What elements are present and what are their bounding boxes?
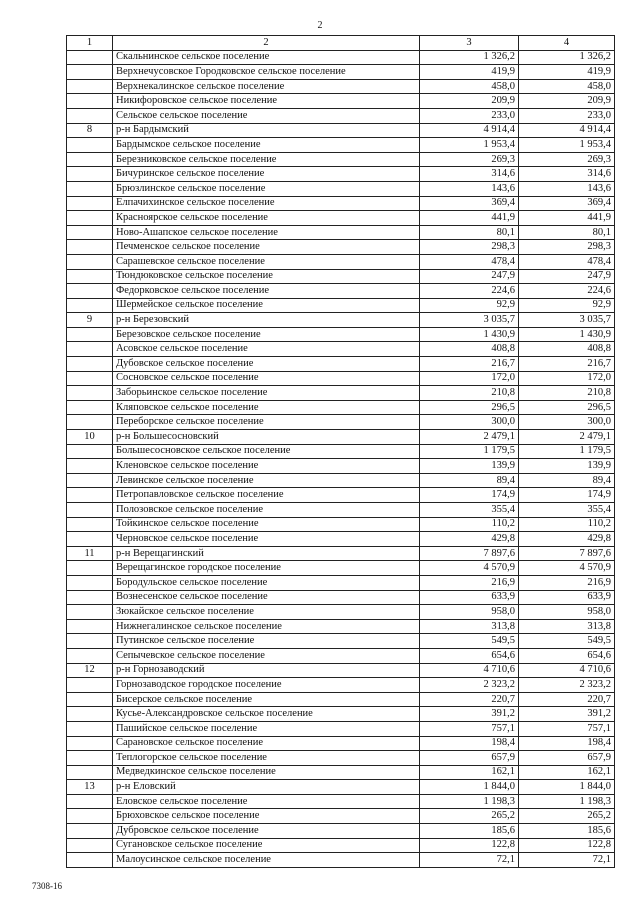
- value-col-3: 198,4: [420, 736, 519, 751]
- settlement-name: Кленовское сельское поселение: [113, 459, 420, 474]
- value-col-4: 296,5: [519, 400, 615, 415]
- value-col-3: 233,0: [420, 108, 519, 123]
- settlement-name: Березовское сельское поселение: [113, 327, 420, 342]
- value-col-3: 429,8: [420, 532, 519, 547]
- row-number: [67, 225, 113, 240]
- value-col-4: 233,0: [519, 108, 615, 123]
- table-row: [67, 94, 615, 109]
- value-col-3: 355,4: [420, 503, 519, 518]
- value-col-4: 458,0: [519, 79, 615, 94]
- value-col-4: 441,9: [519, 211, 615, 226]
- settlement-name: Кусье-Александровское сельское поселение: [113, 707, 420, 722]
- row-number: [67, 809, 113, 824]
- value-col-4: 2 479,1: [519, 430, 615, 445]
- value-col-3: 1 198,3: [420, 794, 519, 809]
- row-number: [67, 692, 113, 707]
- table-header-row: [67, 36, 615, 51]
- settlement-name: Петропавловское сельское поселение: [113, 488, 420, 503]
- settlement-name: Брюховское сельское поселение: [113, 809, 420, 824]
- value-col-3: 314,6: [420, 167, 519, 182]
- table-row: [67, 736, 615, 751]
- value-col-3: 89,4: [420, 473, 519, 488]
- row-number: [67, 211, 113, 226]
- value-col-3: 209,9: [420, 94, 519, 109]
- value-col-4: 4 914,4: [519, 123, 615, 138]
- value-col-3: 478,4: [420, 254, 519, 269]
- settlement-name: Зюкайское сельское поселение: [113, 605, 420, 620]
- value-col-3: 657,9: [420, 751, 519, 766]
- value-col-4: 313,8: [519, 619, 615, 634]
- row-number: [67, 532, 113, 547]
- settlement-name: Пашийское сельское поселение: [113, 721, 420, 736]
- table-row: [67, 240, 615, 255]
- value-col-3: 391,2: [420, 707, 519, 722]
- table-row: [67, 721, 615, 736]
- row-number: [67, 94, 113, 109]
- settlement-name: р-н Большесосновский: [113, 430, 420, 445]
- value-col-4: 355,4: [519, 503, 615, 518]
- row-number: [67, 357, 113, 372]
- table-row: [67, 765, 615, 780]
- value-col-3: 4 914,4: [420, 123, 519, 138]
- table-row: [67, 605, 615, 620]
- row-number: [67, 79, 113, 94]
- header-col-value-1: 3: [420, 36, 519, 51]
- settlement-name: Елпачихинское сельское поселение: [113, 196, 420, 211]
- table-row: [67, 648, 615, 663]
- row-number: [67, 386, 113, 401]
- page-number: 2: [317, 20, 323, 31]
- table-row: [67, 590, 615, 605]
- value-col-4: 300,0: [519, 415, 615, 430]
- value-col-3: 122,8: [420, 838, 519, 853]
- settlement-name: Сугановское сельское поселение: [113, 838, 420, 853]
- settlement-name: Никифоровское сельское поселение: [113, 94, 420, 109]
- settlement-name: Сосновское сельское поселение: [113, 371, 420, 386]
- settlement-name: Заборьинское сельское поселение: [113, 386, 420, 401]
- table-row: [67, 357, 615, 372]
- value-col-4: 4 710,6: [519, 663, 615, 678]
- table-row: [67, 751, 615, 766]
- settlement-name: р-н Горнозаводский: [113, 663, 420, 678]
- value-col-3: 80,1: [420, 225, 519, 240]
- value-col-4: 174,9: [519, 488, 615, 503]
- table-row: [67, 65, 615, 80]
- row-number: [67, 196, 113, 211]
- settlement-name: Шермейское сельское поселение: [113, 298, 420, 313]
- value-col-4: 757,1: [519, 721, 615, 736]
- settlement-name: Сарановское сельское поселение: [113, 736, 420, 751]
- value-col-3: 265,2: [420, 809, 519, 824]
- value-col-4: 1 844,0: [519, 780, 615, 795]
- value-col-4: 3 035,7: [519, 313, 615, 328]
- value-col-3: 4 710,6: [420, 663, 519, 678]
- table-row: [67, 546, 615, 561]
- row-number: 12: [67, 663, 113, 678]
- value-col-4: 633,9: [519, 590, 615, 605]
- value-col-4: 654,6: [519, 648, 615, 663]
- value-col-3: 2 323,2: [420, 678, 519, 693]
- settlement-name: Дубровское сельское поселение: [113, 824, 420, 839]
- row-number: [67, 459, 113, 474]
- value-col-4: 247,9: [519, 269, 615, 284]
- row-number: [67, 400, 113, 415]
- row-number: [67, 707, 113, 722]
- value-col-3: 369,4: [420, 196, 519, 211]
- value-col-3: 958,0: [420, 605, 519, 620]
- row-number: [67, 765, 113, 780]
- row-number: [67, 678, 113, 693]
- settlement-name: Путинское сельское поселение: [113, 634, 420, 649]
- table-row: [67, 634, 615, 649]
- table-row: [67, 430, 615, 445]
- table-row: [67, 211, 615, 226]
- table-row: [67, 196, 615, 211]
- row-number: [67, 473, 113, 488]
- value-col-4: 122,8: [519, 838, 615, 853]
- row-number: [67, 444, 113, 459]
- table-row: [67, 838, 615, 853]
- settlement-name: Черновское сельское поселение: [113, 532, 420, 547]
- settlement-name: Сарашевское сельское поселение: [113, 254, 420, 269]
- value-col-3: 1 430,9: [420, 327, 519, 342]
- settlement-name: Большесосновское сельское поселение: [113, 444, 420, 459]
- settlement-name: Сельское сельское поселение: [113, 108, 420, 123]
- table-row: [67, 108, 615, 123]
- table-row: [67, 473, 615, 488]
- row-number: [67, 648, 113, 663]
- settlement-name: Верхнечусовское Городковское сельское поселение: [113, 65, 420, 80]
- row-number: [67, 50, 113, 65]
- value-col-3: 143,6: [420, 181, 519, 196]
- row-number: [67, 371, 113, 386]
- value-col-3: 216,9: [420, 575, 519, 590]
- value-col-4: 419,9: [519, 65, 615, 80]
- table-row: [67, 459, 615, 474]
- settlement-name: Теплогорское сельское поселение: [113, 751, 420, 766]
- row-number: [67, 342, 113, 357]
- row-number: [67, 619, 113, 634]
- table-row: [67, 415, 615, 430]
- value-col-4: 1 179,5: [519, 444, 615, 459]
- settlement-name: Еловское сельское поселение: [113, 794, 420, 809]
- table-row: [67, 313, 615, 328]
- table-row: [67, 794, 615, 809]
- value-col-4: 139,9: [519, 459, 615, 474]
- table-row: [67, 780, 615, 795]
- budget-table: [66, 35, 615, 868]
- value-col-4: 429,8: [519, 532, 615, 547]
- row-number: [67, 721, 113, 736]
- value-col-3: 633,9: [420, 590, 519, 605]
- settlement-name: Полозовское сельское поселение: [113, 503, 420, 518]
- value-col-3: 172,0: [420, 371, 519, 386]
- value-col-3: 220,7: [420, 692, 519, 707]
- row-number: 8: [67, 123, 113, 138]
- settlement-name: Малоусинское сельское поселение: [113, 853, 420, 868]
- table-row: [67, 181, 615, 196]
- value-col-4: 4 570,9: [519, 561, 615, 576]
- settlement-name: Бардымское сельское поселение: [113, 138, 420, 153]
- row-number: [67, 181, 113, 196]
- value-col-3: 654,6: [420, 648, 519, 663]
- document-code: 7308-16: [32, 881, 62, 891]
- table-row: [67, 503, 615, 518]
- row-number: [67, 415, 113, 430]
- table-row: [67, 386, 615, 401]
- value-col-3: 313,8: [420, 619, 519, 634]
- settlement-name: Тойкинское сельское поселение: [113, 517, 420, 532]
- value-col-4: 216,7: [519, 357, 615, 372]
- value-col-3: 216,7: [420, 357, 519, 372]
- value-col-4: 162,1: [519, 765, 615, 780]
- value-col-4: 549,5: [519, 634, 615, 649]
- settlement-name: Медведкинское сельское поселение: [113, 765, 420, 780]
- value-col-3: 1 179,5: [420, 444, 519, 459]
- settlement-name: Печменское сельское поселение: [113, 240, 420, 255]
- row-number: [67, 736, 113, 751]
- value-col-3: 419,9: [420, 65, 519, 80]
- settlement-name: Бичуринское сельское поселение: [113, 167, 420, 182]
- settlement-name: Горнозаводское городское поселение: [113, 678, 420, 693]
- value-col-4: 89,4: [519, 473, 615, 488]
- value-col-4: 958,0: [519, 605, 615, 620]
- row-number: [67, 751, 113, 766]
- header-col-name: 2: [113, 36, 420, 51]
- table-row: [67, 824, 615, 839]
- value-col-3: 269,3: [420, 152, 519, 167]
- value-col-4: 1 953,4: [519, 138, 615, 153]
- settlement-name: Березниковское сельское поселение: [113, 152, 420, 167]
- row-number: 13: [67, 780, 113, 795]
- settlement-name: р-н Верещагинский: [113, 546, 420, 561]
- table-row: [67, 298, 615, 313]
- table-row: [67, 400, 615, 415]
- row-number: [67, 284, 113, 299]
- table-row: [67, 692, 615, 707]
- row-number: [67, 503, 113, 518]
- row-number: [67, 298, 113, 313]
- table-row: [67, 809, 615, 824]
- settlement-name: Вознесенское сельское поселение: [113, 590, 420, 605]
- row-number: [67, 108, 113, 123]
- value-col-3: 3 035,7: [420, 313, 519, 328]
- value-col-3: 300,0: [420, 415, 519, 430]
- value-col-3: 139,9: [420, 459, 519, 474]
- value-col-3: 1 326,2: [420, 50, 519, 65]
- value-col-4: 2 323,2: [519, 678, 615, 693]
- table-row: [67, 517, 615, 532]
- table-row: [67, 561, 615, 576]
- table-body: [67, 50, 615, 867]
- table-row: [67, 532, 615, 547]
- value-col-3: 549,5: [420, 634, 519, 649]
- value-col-3: 72,1: [420, 853, 519, 868]
- settlement-name: Скальнинское сельское поселение: [113, 50, 420, 65]
- row-number: 10: [67, 430, 113, 445]
- value-col-4: 72,1: [519, 853, 615, 868]
- row-number: [67, 853, 113, 868]
- value-col-4: 143,6: [519, 181, 615, 196]
- table-row: [67, 488, 615, 503]
- value-col-4: 478,4: [519, 254, 615, 269]
- value-col-3: 441,9: [420, 211, 519, 226]
- table-row: [67, 707, 615, 722]
- row-number: [67, 590, 113, 605]
- settlement-name: Левинское сельское поселение: [113, 473, 420, 488]
- value-col-4: 391,2: [519, 707, 615, 722]
- value-col-3: 4 570,9: [420, 561, 519, 576]
- row-number: [67, 561, 113, 576]
- value-col-3: 1 953,4: [420, 138, 519, 153]
- settlement-name: Бородульское сельское поселение: [113, 575, 420, 590]
- value-col-3: 162,1: [420, 765, 519, 780]
- table-row: [67, 269, 615, 284]
- table-row: [67, 853, 615, 868]
- value-col-3: 458,0: [420, 79, 519, 94]
- value-col-4: 80,1: [519, 225, 615, 240]
- table-row: [67, 79, 615, 94]
- settlement-name: Нижнегалинское сельское поселение: [113, 619, 420, 634]
- value-col-4: 265,2: [519, 809, 615, 824]
- value-col-4: 408,8: [519, 342, 615, 357]
- header-col-value-2: 4: [519, 36, 615, 51]
- table-row: [67, 619, 615, 634]
- settlement-name: Тюндюковское сельское поселение: [113, 269, 420, 284]
- table-row: [67, 152, 615, 167]
- row-number: [67, 269, 113, 284]
- value-col-3: 92,9: [420, 298, 519, 313]
- settlement-name: Брюзлинское сельское поселение: [113, 181, 420, 196]
- row-number: [67, 254, 113, 269]
- value-col-4: 224,6: [519, 284, 615, 299]
- value-col-4: 220,7: [519, 692, 615, 707]
- table-row: [67, 50, 615, 65]
- row-number: [67, 838, 113, 853]
- value-col-4: 172,0: [519, 371, 615, 386]
- value-col-4: 314,6: [519, 167, 615, 182]
- settlement-name: р-н Березовский: [113, 313, 420, 328]
- value-col-4: 657,9: [519, 751, 615, 766]
- table-row: [67, 327, 615, 342]
- settlement-name: р-н Бардымский: [113, 123, 420, 138]
- row-number: [67, 634, 113, 649]
- value-col-4: 185,6: [519, 824, 615, 839]
- value-col-3: 408,8: [420, 342, 519, 357]
- value-col-3: 174,9: [420, 488, 519, 503]
- value-col-4: 7 897,6: [519, 546, 615, 561]
- value-col-3: 224,6: [420, 284, 519, 299]
- settlement-name: Сепычевское сельское поселение: [113, 648, 420, 663]
- value-col-4: 1 326,2: [519, 50, 615, 65]
- row-number: [67, 605, 113, 620]
- row-number: [67, 327, 113, 342]
- value-col-4: 216,9: [519, 575, 615, 590]
- value-col-4: 210,8: [519, 386, 615, 401]
- row-number: [67, 488, 113, 503]
- table-row: [67, 663, 615, 678]
- value-col-3: 1 844,0: [420, 780, 519, 795]
- table-row: [67, 342, 615, 357]
- row-number: [67, 575, 113, 590]
- settlement-name: Кляповское сельское поселение: [113, 400, 420, 415]
- value-col-3: 110,2: [420, 517, 519, 532]
- header-col-number: 1: [67, 36, 113, 51]
- row-number: [67, 517, 113, 532]
- value-col-4: 269,3: [519, 152, 615, 167]
- value-col-3: 247,9: [420, 269, 519, 284]
- row-number: 11: [67, 546, 113, 561]
- value-col-4: 198,4: [519, 736, 615, 751]
- settlement-name: Красноярское сельское поселение: [113, 211, 420, 226]
- settlement-name: Ново-Ашапское сельское поселение: [113, 225, 420, 240]
- table-row: [67, 254, 615, 269]
- table-row: [67, 575, 615, 590]
- value-col-3: 2 479,1: [420, 430, 519, 445]
- value-col-4: 92,9: [519, 298, 615, 313]
- table-row: [67, 371, 615, 386]
- row-number: [67, 152, 113, 167]
- settlement-name: Переборское сельское поселение: [113, 415, 420, 430]
- settlement-name: Верещагинское городское поселение: [113, 561, 420, 576]
- value-col-4: 110,2: [519, 517, 615, 532]
- settlement-name: Верхнекалинское сельское поселение: [113, 79, 420, 94]
- table-row: [67, 225, 615, 240]
- value-col-3: 757,1: [420, 721, 519, 736]
- settlement-name: Дубовское сельское поселение: [113, 357, 420, 372]
- row-number: [67, 240, 113, 255]
- table-row: [67, 138, 615, 153]
- value-col-4: 1 198,3: [519, 794, 615, 809]
- row-number: [67, 794, 113, 809]
- value-col-3: 7 897,6: [420, 546, 519, 561]
- value-col-3: 296,5: [420, 400, 519, 415]
- table-row: [67, 123, 615, 138]
- value-col-3: 298,3: [420, 240, 519, 255]
- settlement-name: Бисерское сельское поселение: [113, 692, 420, 707]
- row-number: [67, 65, 113, 80]
- settlement-name: Федорковское сельское поселение: [113, 284, 420, 299]
- row-number: 9: [67, 313, 113, 328]
- value-col-4: 1 430,9: [519, 327, 615, 342]
- table-row: [67, 444, 615, 459]
- value-col-4: 209,9: [519, 94, 615, 109]
- value-col-3: 210,8: [420, 386, 519, 401]
- row-number: [67, 138, 113, 153]
- settlement-name: Асовское сельское поселение: [113, 342, 420, 357]
- row-number: [67, 824, 113, 839]
- settlement-name: р-н Еловский: [113, 780, 420, 795]
- table-row: [67, 678, 615, 693]
- row-number: [67, 167, 113, 182]
- table-row: [67, 284, 615, 299]
- value-col-4: 298,3: [519, 240, 615, 255]
- value-col-3: 185,6: [420, 824, 519, 839]
- table-row: [67, 167, 615, 182]
- value-col-4: 369,4: [519, 196, 615, 211]
